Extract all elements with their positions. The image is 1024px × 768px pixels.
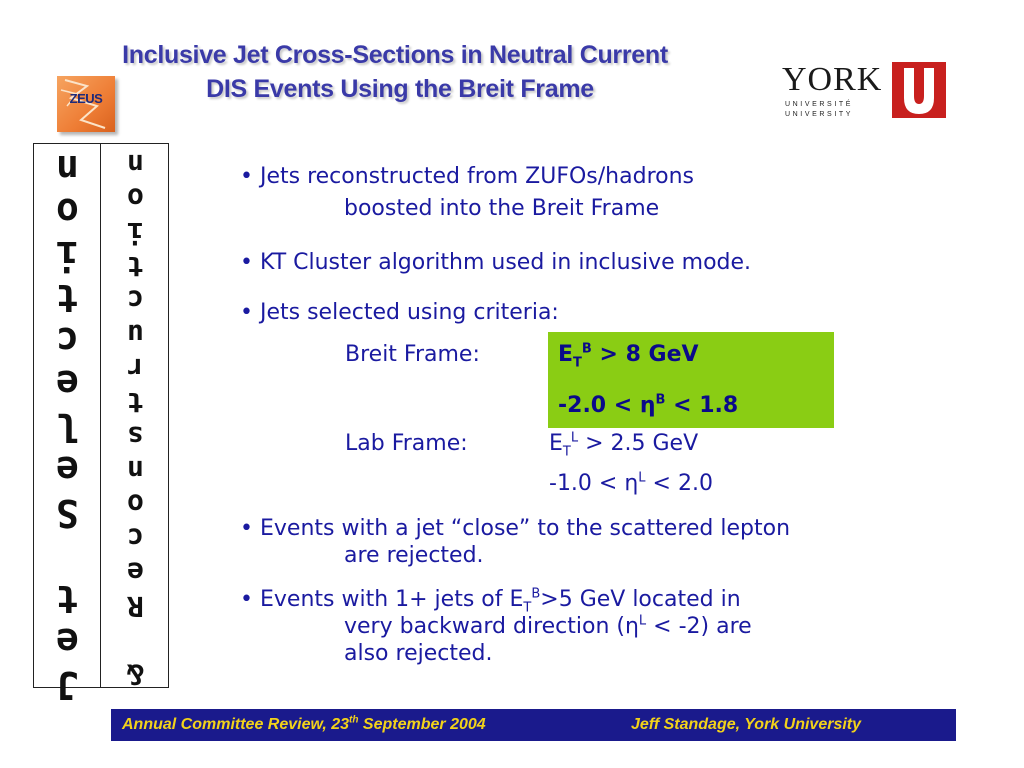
side-text-char: [127, 623, 144, 657]
bullet-text: Events with 1+ jets of $E_T^B>5$ GeV located in: [259, 586, 741, 616]
zeus-logo-text: ZEUS: [69, 91, 103, 106]
side-text-char: S: [55, 491, 79, 535]
york-university-logo: [782, 62, 947, 122]
side-text-char: r: [126, 352, 144, 385]
side-panel-divider: [100, 143, 101, 688]
side-text-char: o: [126, 182, 144, 215]
side-text-char: e: [126, 556, 144, 589]
side-text-char: J: [55, 663, 79, 707]
zeus-logo-icon: [57, 76, 115, 132]
lab-et-cut: $E_T^L > 2.5$ GeV: [549, 430, 699, 460]
side-text-char: u: [126, 318, 144, 351]
side-text-char: o: [126, 488, 144, 521]
breit-criteria-highlight: [548, 332, 834, 428]
breit-et-cut: $E_T^B > 8$ GeV: [558, 341, 699, 371]
side-text-char: t: [55, 577, 79, 621]
side-text-char: [56, 534, 79, 577]
breit-eta-cut: $-2.0 < \eta^B < 1.8$: [558, 392, 739, 418]
slide-title-line2: DIS Events Using the Breit Frame: [206, 75, 594, 103]
york-logo-word: YORK: [782, 61, 883, 98]
bullet-continuation: very backward direction $(\eta^L < -2)$ are: [344, 613, 752, 639]
side-text-char: o: [55, 190, 79, 234]
slide-title: [0, 38, 790, 106]
york-logo-sub-fr: UNIVERSITÉ: [785, 101, 854, 108]
bullet-kt-cluster: • KT Cluster algorithm used in inclusive mode.: [240, 250, 752, 275]
side-text-char: c: [126, 522, 144, 555]
side-text-char: s: [126, 420, 144, 453]
lab-frame-label: Lab Frame:: [345, 431, 468, 456]
side-text-char: i: [55, 233, 79, 277]
bullet-continuation: are rejected.: [344, 543, 484, 568]
side-text-char: e: [55, 448, 79, 492]
side-text-char: n: [55, 147, 79, 191]
bullet-jets-reconstructed: • Jets reconstructed from ZUFOs/hadrons boosted into the Breit Frame: [240, 164, 695, 221]
side-text-char: t: [126, 386, 144, 419]
bullet-jets-selected: • Jets selected using criteria:: [240, 300, 559, 325]
side-text-char: c: [126, 284, 144, 317]
bullet-backward-jets-rejected: • Events with 1+ jets of $E_T^B>5$ GeV located in very backward direction $(\eta^L < -2)$ are also rejected.: [240, 586, 752, 666]
york-u-icon: [892, 62, 946, 118]
bullet-text: Jets selected using criteria:: [259, 300, 559, 325]
side-text-char: c: [55, 319, 79, 363]
side-text-char: n: [126, 148, 144, 181]
bullet-continuation: boosted into the Breit Frame: [344, 196, 660, 221]
side-text-char: e: [55, 362, 79, 406]
bullet-text: KT Cluster algorithm used in inclusive mode.: [259, 250, 752, 275]
slide-title-line1: Inclusive Jet Cross-Sections in Neutral Current: [122, 41, 668, 69]
bullet-close-jet-rejected: • Events with a jet “close” to the scattered lepton are rejected.: [240, 516, 791, 568]
footer-author: Jeff Standage, York University: [631, 716, 862, 733]
bullet-text: Events with a jet “close” to the scattered lepton: [259, 516, 791, 541]
footer-event-date: Annual Committee Review, 23th September 2004: [122, 714, 486, 733]
side-text-char: e: [55, 620, 79, 664]
side-text-char: t: [55, 276, 79, 320]
bullet-text: Jets reconstructed from ZUFOs/hadrons: [259, 164, 695, 189]
side-text-char: &: [126, 658, 144, 691]
side-text-reconstruction: [102, 147, 168, 691]
side-text-char: i: [126, 216, 144, 249]
slide-footer: [111, 709, 956, 741]
bullet-continuation: also rejected.: [344, 641, 493, 666]
york-logo-sub-en: UNIVERSITY: [785, 111, 854, 118]
side-text-char: l: [55, 405, 79, 449]
side-text-char: R: [126, 590, 144, 623]
breit-frame-label: Breit Frame:: [345, 342, 480, 367]
lab-eta-cut: $-1.0 < \eta^L < 2.0$: [549, 470, 713, 496]
side-text-char: n: [126, 454, 144, 487]
side-text-jet-selection: [34, 147, 100, 706]
side-text-char: t: [126, 250, 144, 283]
